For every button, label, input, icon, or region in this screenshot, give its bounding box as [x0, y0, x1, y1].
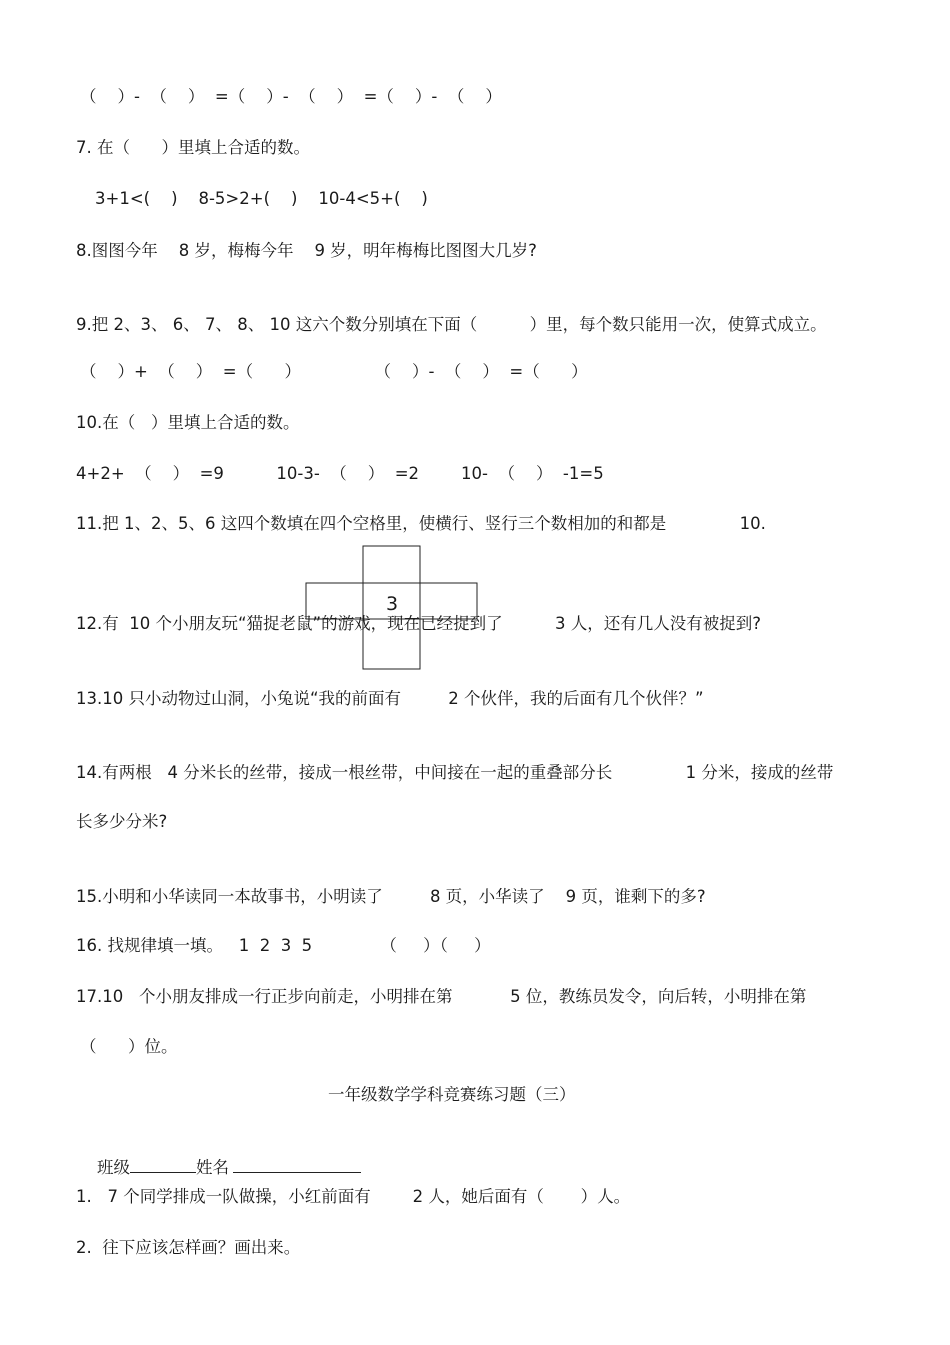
s3-q2-text: 2. 往下应该怎样画？画出来。	[76, 1238, 301, 1257]
q7-expressions: 3+1<( ) 8-5>2+( ) 10-4<5+( )	[95, 189, 428, 208]
q15-text: 15.小明和小华读同一本故事书，小明读了 8 页，小华读了 9 页，谁剩下的多?	[76, 887, 706, 906]
name-label: 姓名	[195, 1158, 229, 1177]
q12-text: 12.有 10 个小朋友玩“猫捉老鼠”的游戏，现在已经捉到了 3 人，还有几人没有被捉到?	[76, 614, 762, 633]
q7-heading: 7. 在（ ）里填上合适的数。	[76, 138, 310, 157]
q17-text-continued: （ ）位。	[80, 1037, 178, 1056]
q14-text-continued: 长多少分米?	[76, 812, 168, 831]
s3-q1-text: 1. 7 个同学排成一队做操，小红前面有 2 人，她后面有（ ）人。	[76, 1187, 631, 1206]
q10-heading: 10.在（ ）里填上合适的数。	[76, 413, 300, 432]
q17-text: 17.10 个小朋友排成一行正步向前走，小明排在第 5 位，教练员发令，向后转，小明排在第	[76, 987, 807, 1006]
q16-text: 16. 找规律填一填。 1 2 3 5 （ ）（ ）	[76, 936, 491, 955]
q11-text: 11.把 1、2、5、6 这四个数填在四个空格里，使横行、竖行三个数相加的和都是 10.	[76, 514, 766, 533]
q9-heading: 9.把 2、3、 6、 7、 8、 10 这六个数分别填在下面（ ）里，每个数只能用一次，使算式成立。	[76, 315, 827, 334]
q8-text: 8.图图今年 8 岁，梅梅今年 9 岁，明年梅梅比图图大几岁?	[76, 241, 537, 260]
section-title: 一年级数学学科竞赛练习题（三）	[328, 1085, 576, 1104]
q14-text: 14.有两根 4 分米长的丝带，接成一根丝带，中间接在一起的重叠部分长 1 分米，接成的丝带	[76, 763, 834, 782]
q13-text: 13.10 只小动物过山洞，小兔说“我的前面有 2 个伙伴，我的后面有几个伙伴？”	[76, 689, 704, 708]
class-blank[interactable]	[130, 1156, 196, 1173]
name-blank[interactable]	[233, 1156, 361, 1173]
cross-center-digit: 3	[386, 593, 399, 615]
class-label: 班级	[96, 1158, 130, 1177]
q6-equation-line: （ ）- （ ） =（ ）- （ ） =（ ）- （ ）	[80, 87, 502, 106]
q9-equations: （ ）+ （ ） =（ ） （ ）- （ ） =（ ）	[80, 362, 588, 381]
cross-cell-top	[363, 546, 420, 583]
q10-expressions: 4+2+ （ ） =9 10-3- （ ） =2 10- （ ） -1=5	[76, 464, 604, 483]
